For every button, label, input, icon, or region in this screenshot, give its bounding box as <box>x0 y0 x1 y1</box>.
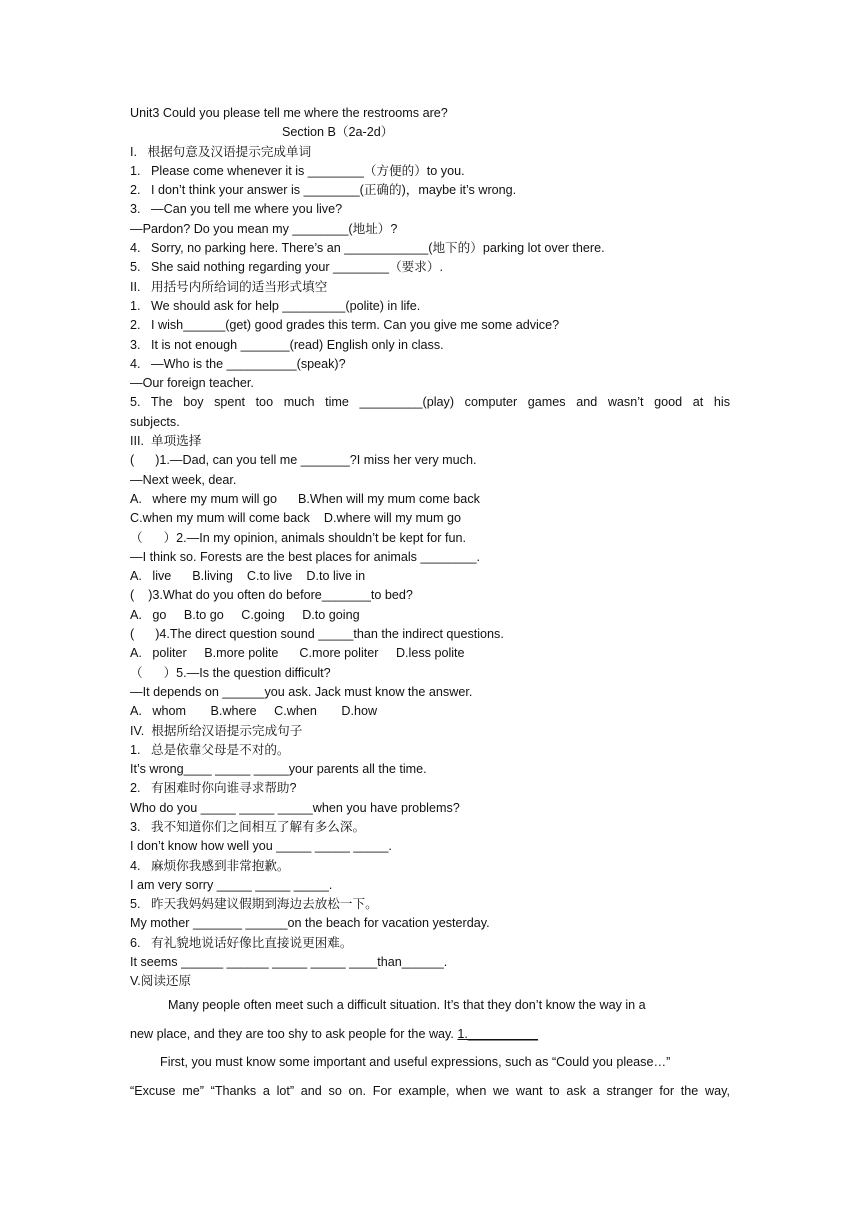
worksheet-line: IV. 根据所给汉语提示完成句子 <box>130 723 303 738</box>
worksheet-line: A. where my mum will go B.When will my mum come back <box>130 491 480 506</box>
worksheet-line: 2. I don’t think your answer is ________(正确的)，maybe it’s wrong. <box>130 183 517 198</box>
worksheet-line: A. politer B.more polite C.more politer D.less polite <box>130 646 465 661</box>
reading-line <box>130 1024 730 1053</box>
worksheet-line: —Next week, dear. <box>130 472 237 487</box>
worksheet-line: My mother _______ ______on the beach for vacation yesterday. <box>130 916 490 931</box>
worksheet-line: 1. We should ask for help _________(polite) in life. <box>130 298 421 313</box>
worksheet-line: 1. Please come whenever it is ________（方便的）to you. <box>130 163 465 178</box>
worksheet-line: ( )4.The direct question sound _____than the indirect questions. <box>130 627 504 642</box>
worksheet-line: 2. 有困难时你向谁寻求帮助? <box>130 781 297 796</box>
worksheet-line: 4. 麻烦你我感到非常抱歉。 <box>130 858 290 873</box>
answer-blank: 1.__________ <box>457 1026 538 1041</box>
reading-text: new place, and they are too shy to ask people for the way. <box>130 1026 458 1041</box>
worksheet-title: Unit3 Could you please tell me where the restrooms are? <box>130 106 448 120</box>
worksheet-line: 2. I wish______(get) good grades this term. Can you give me some advice? <box>130 318 560 333</box>
reading-line: First, you must know some important and useful expressions, such as “Could you please…” <box>160 1055 671 1069</box>
worksheet-line: III. 单项选择 <box>130 434 202 449</box>
worksheet-line: ( )1.—Dad, can you tell me _______?I miss her very much. <box>130 453 477 468</box>
question-line: 5. The boy spent too much time _________(play) computer games and wasn’t good at his <box>130 395 730 410</box>
reading-line: Many people often meet such a difficult situation. It’s that they don’t know the way in a <box>168 998 646 1012</box>
section-heading: Section B（2a-2d） <box>282 125 394 140</box>
worksheet-line: A. go B.to go C.going D.to going <box>130 607 360 622</box>
worksheet-line: It seems ______ ______ _____ _____ ____than______. <box>130 955 448 970</box>
worksheet-line: 3. It is not enough _______(read) English only in class. <box>130 337 444 352</box>
worksheet-line: 1. 总是依靠父母是不对的。 <box>130 742 290 757</box>
worksheet-line: Who do you _____ _____ _____when you have problems? <box>130 800 460 815</box>
worksheet-line: 6. 有礼貌地说话好像比直接说更困难。 <box>130 935 353 950</box>
worksheet-line: V.阅读还原 <box>130 974 192 989</box>
worksheet-line: C.when my mum will come back D.where will my mum go <box>130 511 462 526</box>
reading-line: “Excuse me” “Thanks a lot” and so on. For example, when we want to ask a stranger for the way, <box>130 1083 730 1098</box>
worksheet-line: —I think so. Forests are the best places for animals ________. <box>130 549 481 564</box>
exercise-block-2 <box>130 432 730 992</box>
worksheet-line: —Pardon? Do you mean my ________(地址）? <box>130 221 398 236</box>
worksheet-line: I am very sorry _____ _____ _____. <box>130 877 333 892</box>
worksheet-line: 3. —Can you tell me where you live? <box>130 202 343 217</box>
worksheet-line: （ ）5.—Is the question difficult? <box>130 665 331 680</box>
worksheet-line: A. live B.living C.to live D.to live in <box>130 569 366 584</box>
worksheet-line: 5. 昨天我妈妈建议假期到海边去放松一下。 <box>130 897 378 912</box>
worksheet-line: II. 用括号内所给词的适当形式填空 <box>130 279 328 294</box>
reading-passage <box>130 995 730 1109</box>
worksheet-line: I. 根据句意及汉语提示完成单词 <box>130 144 312 159</box>
worksheet-page <box>130 104 730 992</box>
worksheet-line: It’s wrong____ _____ _____your parents all the time. <box>130 762 427 777</box>
worksheet-line: 4. —Who is the __________(speak)? <box>130 356 346 371</box>
worksheet-line: —Our foreign teacher. <box>130 376 254 391</box>
worksheet-line: I don’t know how well you _____ _____ _____. <box>130 839 392 854</box>
exercise-block-1 <box>130 143 730 394</box>
worksheet-line: 5. She said nothing regarding your ________（要求）. <box>130 260 443 275</box>
worksheet-line: ( )3.What do you often do before_______to bed? <box>130 588 413 603</box>
question-line: subjects. <box>130 414 180 429</box>
worksheet-line: 4. Sorry, no parking here. There’s an ____________(地下的）parking lot over there. <box>130 241 605 256</box>
worksheet-line: A. whom B.where C.when D.how <box>130 704 378 719</box>
worksheet-line: 3. 我不知道你们之间相互了解有多么深。 <box>130 819 366 834</box>
worksheet-line: —It depends on ______you ask. Jack must know the answer. <box>130 684 473 699</box>
worksheet-line: （ ）2.—In my opinion, animals shouldn’t be kept for fun. <box>130 530 466 545</box>
